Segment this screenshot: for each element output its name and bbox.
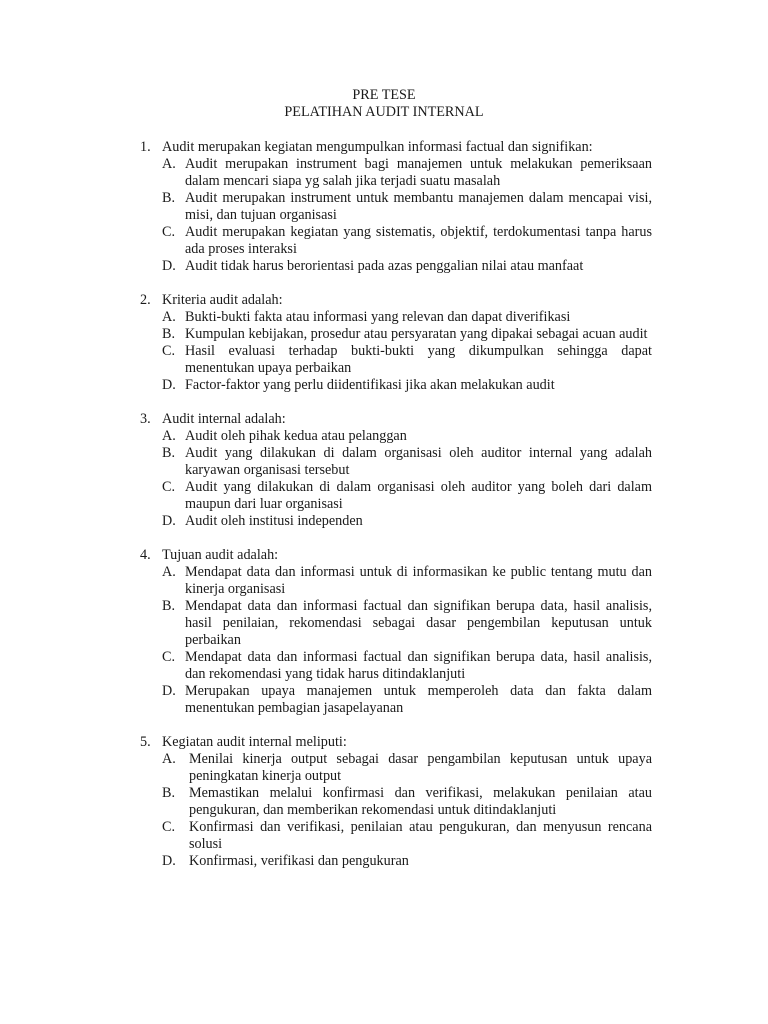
question-body	[162, 547, 652, 717]
option-text: Factor-faktor yang perlu diidentifikasi jika akan melakukan audit	[185, 377, 555, 393]
answer-option	[162, 326, 652, 343]
option-letter: B.	[162, 326, 176, 342]
answer-options	[162, 309, 652, 394]
option-letter: D.	[162, 513, 176, 529]
document-title: PRE TESE	[352, 87, 416, 103]
question-text: Audit merupakan kegiatan mengumpulkan informasi factual dan signifikan:	[162, 139, 593, 155]
option-letter: B.	[162, 785, 176, 801]
answer-option	[162, 190, 652, 224]
option-text: Bukti-bukti fakta atau informasi yang relevan dan dapat diverifikasi	[185, 309, 571, 325]
option-text: Mendapat data dan informasi untuk di informasikan ke public tentang mutu dan kinerja organisasi	[185, 564, 652, 597]
question-text: Kegiatan audit internal meliputi:	[162, 734, 347, 750]
question-item	[140, 292, 652, 394]
question-text: Audit internal adalah:	[162, 411, 286, 427]
answer-option	[162, 479, 652, 513]
answer-option	[162, 785, 652, 819]
answer-option	[162, 751, 652, 785]
document-subtitle: PELATIHAN AUDIT INTERNAL	[284, 104, 484, 120]
question-body	[162, 734, 652, 870]
option-letter: D.	[162, 258, 176, 274]
option-text: Hasil evaluasi terhadap bukti-bukti yang dikumpulkan sehingga dapat menentukan upaya perbaikan	[185, 343, 652, 376]
answer-option	[162, 513, 652, 530]
answer-options	[162, 156, 652, 275]
option-letter: C.	[162, 819, 176, 835]
option-text: Mendapat data dan informasi factual dan signifikan berupa data, hasil analisis, dan rekomendasi yang tidak harus ditindaklanjuti	[185, 649, 652, 682]
option-letter: C.	[162, 649, 176, 665]
option-letter: B.	[162, 445, 176, 461]
answer-option	[162, 445, 652, 479]
question-list	[140, 139, 652, 887]
option-letter: D.	[162, 683, 176, 699]
question-text: Tujuan audit adalah:	[162, 547, 279, 563]
option-letter: C.	[162, 479, 176, 495]
option-text: Audit oleh institusi independen	[185, 513, 363, 529]
option-text: Audit merupakan instrument untuk membantu manajemen dalam mencapai visi, misi, dan tujuan organisasi	[185, 190, 652, 223]
answer-option	[162, 819, 652, 853]
answer-option	[162, 598, 652, 649]
answer-option	[162, 853, 652, 870]
option-letter: B.	[162, 598, 176, 614]
answer-option	[162, 224, 652, 258]
question-item	[140, 734, 652, 870]
option-text: Audit tidak harus berorientasi pada azas penggalian nilai atau manfaat	[185, 258, 584, 274]
option-letter: A.	[162, 156, 176, 172]
option-text: Kumpulan kebijakan, prosedur atau persyaratan yang dipakai sebagai acuan audit	[185, 326, 648, 342]
option-text: Audit yang dilakukan di dalam organisasi oleh auditor yang boleh dari dalam maupun dari luar organisasi	[185, 479, 652, 512]
option-letter: D.	[162, 377, 176, 393]
question-body	[162, 292, 652, 394]
option-text: Mendapat data dan informasi factual dan signifikan berupa data, hasil analisis, hasil penilaian, rekomendasi sebagai dasar pengembilan keputusan untuk perbaikan	[185, 598, 652, 648]
answer-option	[162, 649, 652, 683]
option-letter: A.	[162, 428, 176, 444]
answer-options	[162, 564, 652, 717]
option-text: Menilai kinerja output sebagai dasar pengambilan keputusan untuk upaya peningkatan kinerja output	[189, 751, 652, 784]
answer-option	[162, 343, 652, 377]
answer-option	[162, 428, 652, 445]
document-header	[0, 87, 768, 121]
answer-option	[162, 258, 652, 275]
option-text: Konfirmasi dan verifikasi, penilaian atau pengukuran, dan menyusun rencana solusi	[189, 819, 652, 852]
question-item	[140, 547, 652, 717]
option-text: Konfirmasi, verifikasi dan pengukuran	[189, 853, 409, 869]
option-text: Memastikan melalui konfirmasi dan verifikasi, melakukan penilaian atau pengukuran, dan memberikan rekomendasi untuk ditindaklanjuti	[189, 785, 652, 818]
option-letter: A.	[162, 751, 176, 767]
option-text: Audit merupakan instrument bagi manajemen untuk melakukan pemeriksaan dalam mencari siapa yg salah jika terjadi suatu masalah	[185, 156, 652, 189]
question-body	[162, 411, 652, 530]
answer-option	[162, 309, 652, 326]
question-number: 5.	[140, 734, 151, 750]
answer-option	[162, 564, 652, 598]
question-number: 1.	[140, 139, 151, 155]
question-number: 2.	[140, 292, 151, 308]
question-item	[140, 411, 652, 530]
option-letter: A.	[162, 564, 176, 580]
question-number: 3.	[140, 411, 151, 427]
option-letter: C.	[162, 343, 176, 359]
question-body	[162, 139, 652, 275]
option-text: Audit oleh pihak kedua atau pelanggan	[185, 428, 407, 444]
question-item	[140, 139, 652, 275]
option-text: Audit merupakan kegiatan yang sistematis, objektif, terdokumentasi tanpa harus ada proses interaksi	[185, 224, 652, 257]
answer-option	[162, 377, 652, 394]
option-letter: B.	[162, 190, 176, 206]
option-text: Merupakan upaya manajemen untuk memperoleh data dan fakta dalam menentukan pembagian jasapelayanan	[185, 683, 652, 716]
option-letter: A.	[162, 309, 176, 325]
answer-options	[162, 428, 652, 530]
answer-option	[162, 156, 652, 190]
answer-options	[162, 751, 652, 870]
option-text: Audit yang dilakukan di dalam organisasi oleh auditor internal yang adalah karyawan organisasi tersebut	[185, 445, 652, 478]
question-number: 4.	[140, 547, 151, 563]
option-letter: C.	[162, 224, 176, 240]
answer-option	[162, 683, 652, 717]
question-text: Kriteria audit adalah:	[162, 292, 283, 308]
option-letter: D.	[162, 853, 176, 869]
